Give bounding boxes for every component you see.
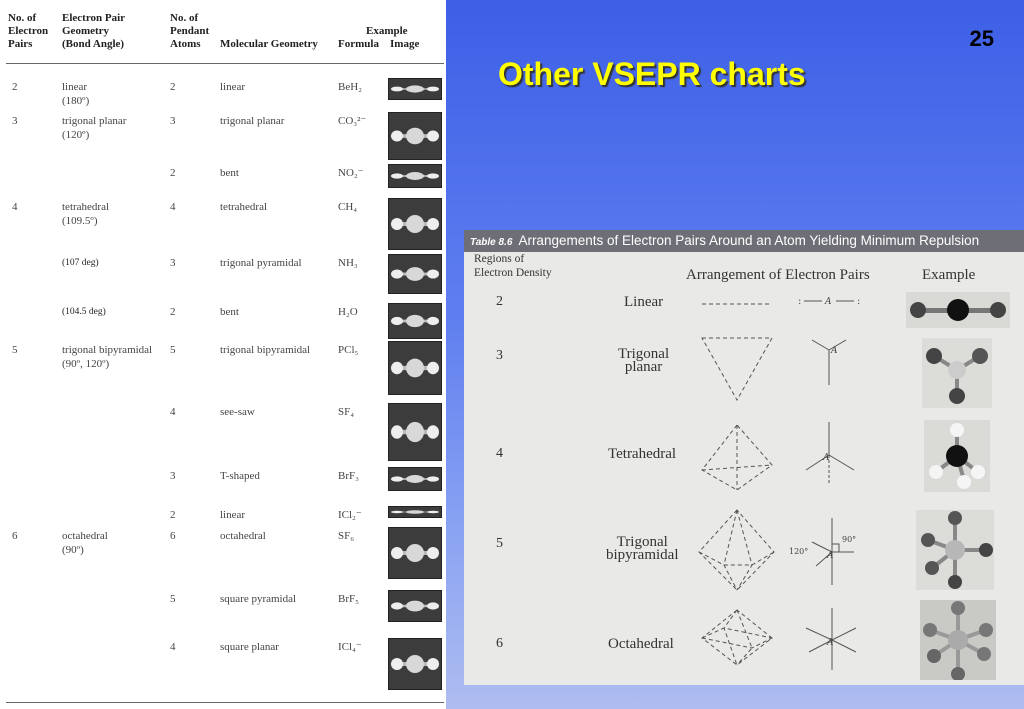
cell-pendant-atoms: 4 xyxy=(170,406,176,418)
table-caption: Arrangements of Electron Pairs Around an Atom Yielding Minimum Repulsion xyxy=(518,233,980,248)
cell-pendant-atoms: 2 xyxy=(170,167,176,179)
cell-bond-angle: (90º) xyxy=(62,544,84,556)
example-model-thumbnail xyxy=(388,78,442,100)
svg-text::: : xyxy=(857,296,861,307)
cell-molecular-geometry: linear xyxy=(220,81,246,93)
cell-formula: CO₃²⁻ xyxy=(338,115,367,127)
cell-pendant-atoms: 5 xyxy=(170,344,176,356)
central-atom-label-6: A xyxy=(827,638,834,648)
example-model-thumbnail xyxy=(388,254,442,294)
row-3-regions: 3 xyxy=(496,348,503,363)
cell-molecular-geometry: tetrahedral xyxy=(220,201,268,213)
cell-electron-geometry: octahedral xyxy=(62,530,108,542)
col-header-example: Example xyxy=(922,267,976,283)
cell-bond-angle: (109.5º) xyxy=(62,215,98,227)
central-atom-label-4: A xyxy=(823,453,830,463)
octahedral-model-image xyxy=(920,600,996,680)
cell-formula: SF₄ xyxy=(338,406,355,418)
cell-pendant-atoms: 2 xyxy=(170,509,176,521)
trigonal-bipyramidal-model-image xyxy=(916,510,994,590)
row-3-name: Trigonal planar xyxy=(618,346,670,375)
cell-bond-angle: (120º) xyxy=(62,129,90,141)
cell-pendant-atoms: 4 xyxy=(170,201,176,213)
cell-formula: PCl₅ xyxy=(338,344,359,356)
cell-electron-geometry: (104.5 deg) xyxy=(62,307,106,317)
example-model-thumbnail xyxy=(388,638,442,690)
col-header-arrangement: Arrangement of Electron Pairs xyxy=(686,267,870,283)
header-example: Example xyxy=(366,25,408,37)
arrangement-diagrams xyxy=(694,290,874,670)
slide-title: Other VSEPR charts xyxy=(498,56,806,92)
cell-electron-pairs: 4 xyxy=(12,201,18,213)
cell-electron-geometry: trigonal bipyramidal xyxy=(62,344,153,356)
trigonal-bipyramid xyxy=(699,510,774,590)
cell-pendant-atoms: 4 xyxy=(170,641,176,653)
example-model-thumbnail xyxy=(388,303,442,339)
cell-pendant-atoms: 2 xyxy=(170,306,176,318)
header-molecular: Molecular Geometry xyxy=(220,38,318,50)
cell-molecular-geometry: square planar xyxy=(220,641,279,653)
tetrahedron xyxy=(702,425,772,490)
slide-number: 25 xyxy=(969,26,994,51)
vsepr-table-left xyxy=(0,0,446,709)
example-model-thumbnail xyxy=(388,403,442,461)
cell-formula: H₂O xyxy=(338,306,358,318)
example-model-thumbnail xyxy=(388,590,442,622)
example-model-thumbnail xyxy=(388,467,442,491)
table-label: Table 8.6 xyxy=(470,237,513,248)
row-4-name: Tetrahedral xyxy=(608,446,677,462)
angle-120-label: 120° xyxy=(789,547,809,556)
row-5-name: Trigonal bipyramidal xyxy=(606,534,679,563)
octahedron xyxy=(702,610,772,665)
cell-electron-pairs: 2 xyxy=(12,81,18,93)
cell-formula: ICl₄⁻ xyxy=(338,641,362,653)
cell-molecular-geometry: bent xyxy=(220,167,239,179)
example-model-thumbnail xyxy=(388,341,442,395)
cell-molecular-geometry: trigonal pyramidal xyxy=(220,257,302,269)
example-model-thumbnail xyxy=(388,164,442,188)
cell-electron-geometry: linear xyxy=(62,81,88,93)
cell-bond-angle: (180º) xyxy=(62,95,90,107)
cell-molecular-geometry: octahedral xyxy=(220,530,266,542)
cell-formula: BrF₃ xyxy=(338,470,359,482)
row-2-name: Linear xyxy=(624,294,664,310)
header-geometry: Electron Pair Geometry (Bond Angle) xyxy=(62,12,126,50)
cell-electron-pairs: 5 xyxy=(12,344,18,356)
cell-molecular-geometry: square pyramidal xyxy=(220,593,297,605)
oct-bond-4 xyxy=(832,640,856,652)
oct-bond-6 xyxy=(832,628,856,640)
example-model-thumbnail xyxy=(388,112,442,160)
cell-pendant-atoms: 3 xyxy=(170,470,176,482)
header-pendant: No. of Pendant Atoms xyxy=(170,12,210,50)
cell-formula: SF₆ xyxy=(338,530,355,542)
row-6-regions: 6 xyxy=(496,636,503,651)
cell-formula: CH₄ xyxy=(338,201,358,213)
footer-rule xyxy=(6,702,444,703)
example-model-thumbnail xyxy=(388,506,442,518)
trigonal-planar-model-image xyxy=(922,338,992,408)
cell-pendant-atoms: 6 xyxy=(170,530,176,542)
cell-molecular-geometry: T-shaped xyxy=(220,470,260,482)
central-atom-label-3: A xyxy=(831,346,838,356)
cell-molecular-geometry: see-saw xyxy=(220,406,255,418)
cell-molecular-geometry: trigonal bipyramidal xyxy=(220,344,311,356)
central-atom-label-2: A xyxy=(825,297,832,307)
trigonal-bond-1 xyxy=(812,340,829,350)
cell-electron-geometry: (107 deg) xyxy=(62,258,99,268)
header-rule xyxy=(6,63,444,64)
row-4-regions: 4 xyxy=(496,446,503,461)
row-6-name: Octahedral xyxy=(608,636,674,652)
cell-formula: ICl₂⁻ xyxy=(338,509,362,521)
example-model-thumbnail xyxy=(388,198,442,250)
header-pairs: No. of Electron Pairs xyxy=(8,12,49,50)
cell-formula: BrF₅ xyxy=(338,593,359,605)
cell-formula: NH₃ xyxy=(338,257,358,269)
example-model-thumbnail xyxy=(388,527,442,579)
cell-electron-geometry: tetrahedral xyxy=(62,201,110,213)
cell-molecular-geometry: bent xyxy=(220,306,239,318)
cell-bond-angle: (90º, 120º) xyxy=(62,358,110,370)
cell-formula: BeH₂ xyxy=(338,81,362,93)
svg-text::: : xyxy=(798,296,802,307)
cell-molecular-geometry: trigonal planar xyxy=(220,115,285,127)
vsepr-table-right xyxy=(464,230,1024,685)
linear-model-image xyxy=(906,292,1010,328)
table-caption-banner xyxy=(464,230,1024,252)
cell-pendant-atoms: 2 xyxy=(170,81,176,93)
cell-electron-geometry: trigonal planar xyxy=(62,115,127,127)
header-formula: Formula xyxy=(338,38,379,50)
cell-formula: NO₂⁻ xyxy=(338,167,364,179)
central-atom-label-5: A xyxy=(827,551,834,561)
tetrahedral-model-image xyxy=(924,420,990,492)
cell-electron-pairs: 6 xyxy=(12,530,18,542)
trigonal-planar-triangle xyxy=(702,338,772,400)
cell-molecular-geometry: linear xyxy=(220,509,246,521)
row-2-regions: 2 xyxy=(496,294,503,309)
header-image: Image xyxy=(390,38,420,50)
angle-90-label: 90° xyxy=(842,535,857,544)
cell-pendant-atoms: 5 xyxy=(170,593,176,605)
cell-pendant-atoms: 3 xyxy=(170,115,176,127)
cell-electron-pairs: 3 xyxy=(12,115,18,127)
cell-pendant-atoms: 3 xyxy=(170,257,176,269)
row-5-regions: 5 xyxy=(496,536,503,551)
col-header-regions: Regions of Electron Density xyxy=(474,253,552,279)
tetra-bond-3 xyxy=(829,455,854,470)
